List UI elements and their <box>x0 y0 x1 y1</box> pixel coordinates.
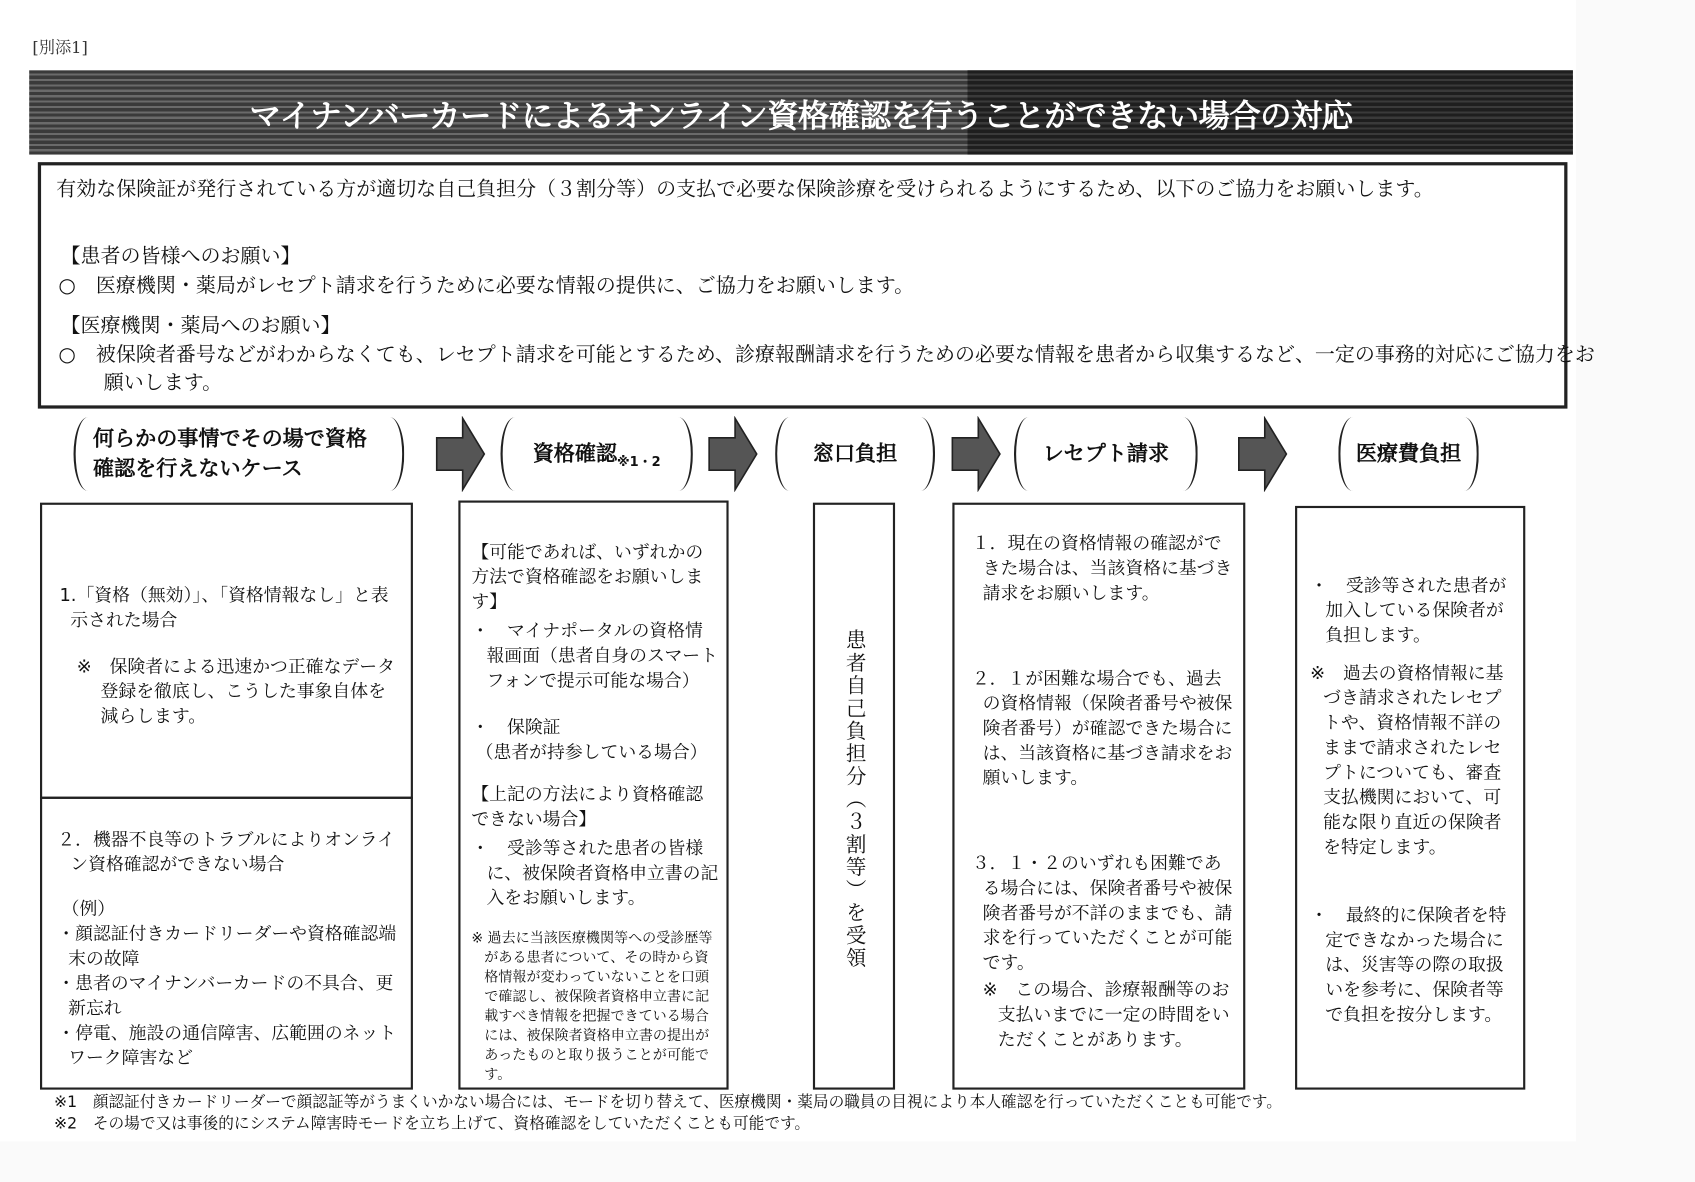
case2-example: ・顔認証付きカードリーダーや資格確認端末の故障 <box>57 923 397 969</box>
providers-heading: 【医療機関・薬局へのお願い】 <box>60 314 341 338</box>
arrow-right-icon <box>435 416 487 492</box>
step-header-copay: 窓口負担 <box>775 417 935 491</box>
footnote-1: ※1 顔認証付きカードリーダーで顔認証等がうまくいかない場合には、モードを切り替えて、医療機関・薬局の職員の目視により本人確認を行っていただくことも可能です。 <box>54 1093 1282 1112</box>
case2-example: ・停電、施設の通信障害、広範囲のネットワーク障害など <box>57 1022 397 1069</box>
claims-item2: ２．１が困難な場合でも、過去の資格情報（保険者番号や被保険者番号）が確認できた場合には、当該資格に基づき請求をお願いします。 <box>971 668 1233 789</box>
costs-box <box>1295 506 1525 1090</box>
verification-item1: ・ マイナポータルの資格情報画面（患者自身のスマートフォンで提示可能な場合） <box>471 620 718 691</box>
step-header-claims: レセプト請求 <box>1014 417 1198 491</box>
claims-item3-note: ※ この場合、診療報酬等のお支払いまでに一定の時間をいただくことがあります。 <box>982 979 1230 1050</box>
verification-item2-sub: （患者が持参している場合） <box>475 741 708 763</box>
page-title: マイナンバーカードによるオンライン資格確認を行うことができない場合の対応 <box>249 97 1353 135</box>
verification-item3: ・ 受診等された患者の皆様に、被保険者資格申立書の記入をお願いします。 <box>471 837 719 909</box>
patients-item: ○ 医療機関・薬局がレセプト請求を行うために必要な情報の提供に、ご協力をお願いします。 <box>58 274 915 298</box>
case1-title: 1.「資格（無効）」、「資格情報なし」と表示された場合 <box>59 584 389 631</box>
case2-title: ２．機器不良等のトラブルによりオンライン資格確認ができない場合 <box>57 829 395 875</box>
case1-note: ※ 保険者による迅速かつ正確なデータ登録を徹底し、こうした事象自体を減らします。 <box>76 656 395 727</box>
title-banner <box>29 70 1573 154</box>
case2-box <box>40 797 413 1090</box>
case2-example: ・患者のマイナンバーカードの不具合、更新忘れ <box>57 972 394 1019</box>
claims-item3: ３．１・２のいずれも困難である場合には、保険者番号や被保険者番号が不詳のままでも、請求を行っていただくことが可能です。 <box>971 852 1233 973</box>
arrow-right-icon <box>1237 416 1289 492</box>
step-header-medical-costs: 医療費負担 <box>1338 417 1479 491</box>
case2-example-label: （例） <box>61 898 116 919</box>
copay-text: 患者自己負担分（３割等）を受領 <box>842 629 867 970</box>
case1-box <box>40 503 413 799</box>
costs-item1: ・ 受診等された患者が加入している保険者が負担します。 <box>1310 575 1507 646</box>
claims-item1: １．現在の資格情報の確認ができた場合は、当該資格に基づき請求をお願いします。 <box>971 532 1233 604</box>
attachment-label: [別添1] <box>32 37 88 58</box>
arrow-right-icon <box>950 416 1002 492</box>
costs-item2: ・ 最終的に保険者を特定できなかった場合には、災害等の際の取扱いを参考に、保険者等で負担を按分します。 <box>1310 904 1507 1025</box>
verification-heading1: 【可能であれば、いずれかの方法で資格確認をお願いします】 <box>471 541 704 612</box>
step-header-verification: 資格確認 ※1・2 <box>501 417 693 491</box>
claims-box <box>952 503 1245 1090</box>
footnotes <box>54 1092 1351 1135</box>
patients-heading: 【患者の皆様へのお願い】 <box>60 245 301 269</box>
verification-box <box>458 501 728 1090</box>
intro-box <box>38 162 1595 408</box>
verification-note: ※ 過去に当該医療機関等への受診歴等がある患者について、その時から資格情報が変わっていないことを口頭で確認し、被保険者資格申立書に記載すべき情報を把握できている場合には、被保険者資格申立書の提出があったものと取り扱うことが可能です。 <box>471 930 713 1084</box>
costs-note: ※ 過去の資格情報に基づき請求されたレセプトや、資格情報不詳のままで請求されたレセプトについても、審査支払機関において、可能な限り直近の保険者を特定します。 <box>1310 662 1504 858</box>
copay-box <box>813 503 895 1090</box>
step-header-no-verification: 何らかの事情でその場で資格確認を行えないケース <box>74 417 405 491</box>
footnote-2: ※2 その場で又は事後的にシステム障害時モードを立ち上げて、資格確認をしていただくことも可能です。 <box>54 1115 811 1133</box>
providers-item: ○ 被保険者番号などがわからなくても、レセプト請求を可能とするため、診療報酬請求を行うための必要な情報を患者から収集するなど、一定の事務的対応にご協力をお願いします。 <box>58 343 1595 395</box>
arrow-right-icon <box>707 416 759 492</box>
intro-lead: 有効な保険証が発行されている方が適切な自己負担分（３割分等）の支払で必要な保険診療を受けられるようにするため、以下のご協力をお願いします。 <box>56 178 1434 202</box>
verification-heading2: 【上記の方法により資格確認できない場合】 <box>471 783 704 830</box>
verification-item2: ・ 保険証 <box>471 716 561 738</box>
